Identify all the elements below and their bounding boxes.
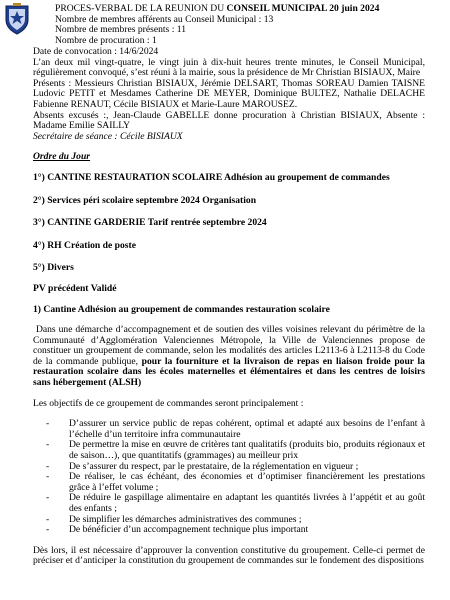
members-count-line: Nombre de membres afférents au Conseil Municipal : 13 [55, 13, 274, 25]
section-1-title: 1) Cantine Adhésion au groupement de commandes restauration scolaire [33, 303, 330, 315]
previous-minutes-status: PV précédent Validé [33, 282, 117, 294]
document-body [33, 47, 425, 567]
intro-paragraph: L’an deux mil vingt-quatre, le vingt juin à dix-huit heures trente minutes, le Conseil Municipal, régulièrement convoqué, s’est réuni à la mairie, sous la présidence de Mr Christian BISIAUX, Maire [33, 56, 425, 79]
section-1-paragraph: Dans une démarche d’accompagnement et de soutien des villes voisines relevant du périmètre de la Communauté d’Agglomération Valenciennes Métropole, la Ville de Valenciennes propose de constituer un groupement de commande, selon les modalités des articles L2113-6 à L2113-8 du Code de la commande publique, pour la fourniture et la livraison de repas en liaison froide pour la restauration scolaire dans les écoles maternelles et élémentaires et dans les centres de loisirs sans hébergement (ALSH) [33, 324, 425, 389]
agenda-item: 1°) CANTINE RESTAURATION SCOLAIRE Adhésion au groupement de commandes [33, 171, 390, 183]
objective-item: - De réaliser, le cas échéant, des économies et d’optimiser financièrement les prestations grâce à l’effet volume ; [46, 471, 425, 493]
objectives-list [33, 419, 425, 536]
objective-item: - De permettre la mise en œuvre de critères tant qualitatifs (produits bio, produits régionaux et de saison…), que quantitatifs (grammages) au meilleur prix [46, 439, 425, 462]
present-count-line: Nombre de membres présents : 11 [55, 24, 186, 36]
municipal-crest-icon [4, 3, 30, 35]
proxy-count-line: Nombre de procuration : 1 [55, 34, 157, 46]
document-title: PROCES-VERBAL DE LA REUNION DU CONSEIL MUNICIPAL 20 juin 2024 [55, 3, 380, 14]
objective-item: - De simplifier les démarches administratives des communes ; [46, 513, 302, 525]
secretary-line: Secrétaire de séance : Cécile BISIAUX [33, 130, 183, 142]
convocation-date: Date de convocation : 14/6/2024 [33, 46, 159, 57]
agenda-title: Ordre du Jour [33, 151, 91, 163]
objective-item: - De réduire le gaspillage alimentaire en adaptant les quantités livrées à l’appétit et au goût des enfants ; [46, 492, 425, 514]
document-header [55, 4, 445, 46]
agenda-item: 3°) CANTINE GARDERIE Tarif rentrée septembre 2024 [33, 217, 267, 229]
objective-item: - De bénéficier d’un accompagnement technique plus important [46, 524, 309, 536]
absents-paragraph: Absents excusés :, Jean-Claude GABELLE donne procuration à Christian BISIAUX, Absente : Madame Emilie SAILLY [33, 109, 425, 132]
presents-paragraph: Présents : Messieurs Christian BISIAUX, Jérémie DELSART, Thomas SOREAU Damien TAISNE Ludovic PETIT et Mesdames Catherine DE MEYER, Dominique BULTEZ, Nathalie DELACHE Fabienne RENAUT, Cécile BISIAUX et Marie-Laure MAROUSEZ. [33, 77, 425, 110]
agenda-item: 2°) Services péri scolaire septembre 2024 Organisation [33, 194, 257, 206]
objective-item: - D’assurer un service public de repas cohérent, optimal et adapté aux besoins de l’enfant à l’échelle d’un territoire infra communautaire [46, 418, 425, 440]
agenda-item: 4°) RH Création de poste [33, 239, 136, 251]
objective-item: - De s’assurer du respect, par le prestataire, de la réglementation en vigueur ; [46, 460, 359, 472]
closing-paragraph: Dès lors, il est nécessaire d’approuver la convention constitutive du groupement. Celle-ci permet de préciser et d’anticiper la constitution du groupement de commandes sur le fondement des dispositions [33, 544, 425, 567]
objectives-intro: Les objectifs de ce groupement de commandes seront principalement : [33, 397, 304, 409]
agenda-item: 5°) Divers [33, 262, 74, 274]
